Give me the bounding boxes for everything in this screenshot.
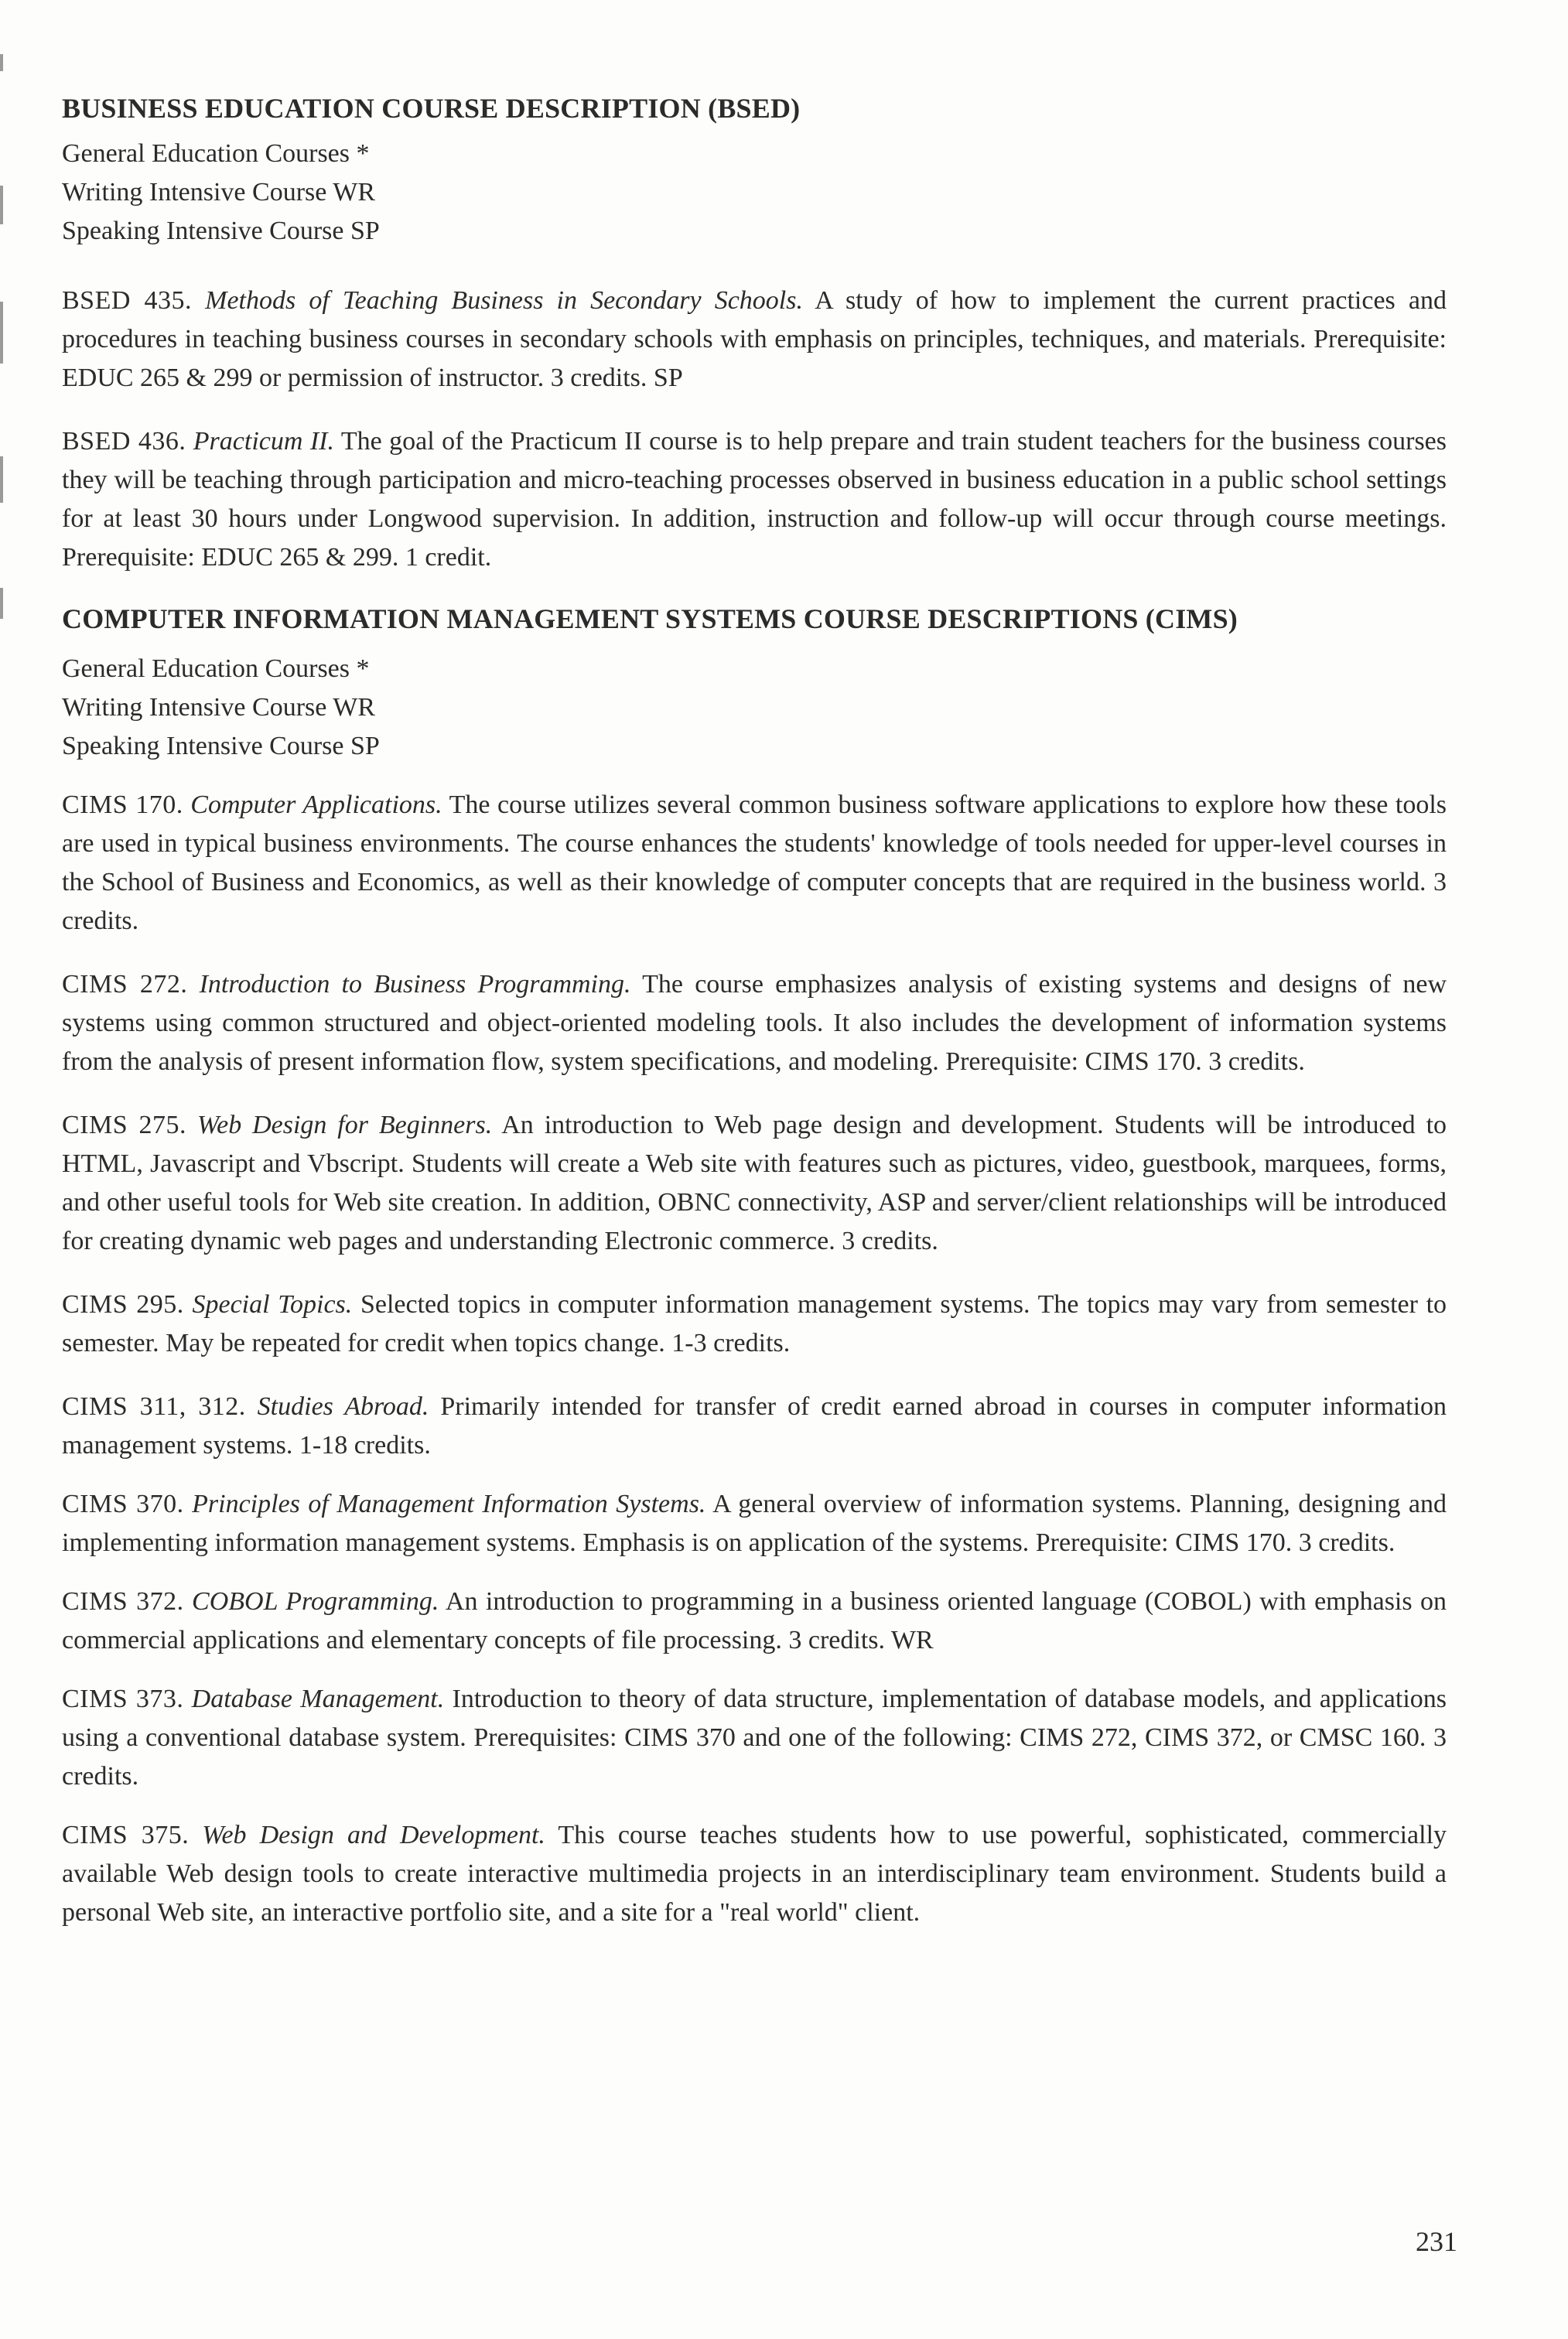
course-entry-cims-311-312 — [62, 1388, 1447, 1465]
course-description: A study of how to implement the current practices and procedures in teaching business courses in secondary schools with emphasis on principles, techniques, and materials. Prerequisite: EDUC 265 & 299 or permission of instructor. 3 credits. SP — [62, 286, 1447, 392]
course-title: Computer Applications. — [190, 790, 442, 819]
course-description: The course utilizes several common business software applications to explore how these tools are used in typical business environments. The course enhances the students' knowledge of tools needed for upper-level courses in the School of Business and Economics, as well as their knowledge of computer concepts that are required in the business world. 3 credits. — [62, 790, 1447, 935]
scan-edge-mark — [0, 186, 3, 224]
page-number: 231 — [1416, 2226, 1457, 2257]
course-entry-cims-370 — [62, 1485, 1447, 1562]
course-title: Introduction to Business Programming. — [199, 970, 631, 999]
course-title: Web Design and Development. — [202, 1821, 545, 1849]
course-title: Methods of Teaching Business in Secondary Schools. — [205, 286, 803, 315]
course-code: BSED 435. — [62, 286, 193, 315]
course-code: CIMS 275. — [62, 1111, 187, 1139]
course-description: The goal of the Practicum II course is to help prepare and train student teachers for the business courses they will be teaching through participation and micro-teaching processes observed in business education in a public school settings for at least 30 hours under Longwood supervision. In addition, instruction and follow-up will occur through course meetings. Prerequisite: EDUC 265 & 299. 1 credit. — [62, 427, 1447, 572]
section-heading-bsed: BUSINESS EDUCATION COURSE DESCRIPTION (BSED) — [62, 93, 801, 124]
scan-edge-mark — [0, 456, 3, 503]
course-title: Web Design for Beginners. — [196, 1111, 493, 1139]
course-title: Principles of Management Information Systems. — [192, 1490, 706, 1518]
course-code: CIMS 370. — [62, 1490, 184, 1518]
scan-edge-mark — [0, 54, 3, 71]
legend-general-education: General Education Courses * — [62, 139, 370, 168]
course-description: The course emphasizes analysis of existing systems and designs of new systems using common structured and object-oriented modeling tools. It also includes the development of information systems from the analysis of present information flow, system specifications, and modeling. Prerequisite: CIMS 170. 3 credits. — [62, 970, 1447, 1076]
course-title: Practicum II. — [193, 427, 334, 456]
legend-writing-intensive: Writing Intensive Course WR — [62, 693, 375, 722]
course-description: An introduction to programming in a business oriented language (COBOL) with emphasis on commercial applications and elementary concepts of file processing. 3 credits. WR — [62, 1587, 1447, 1654]
course-code: CIMS 295. — [62, 1290, 184, 1319]
course-code: CIMS 272. — [62, 970, 188, 999]
legend-bsed — [62, 135, 1447, 251]
legend-cims — [62, 650, 1447, 766]
course-description: Selected topics in computer information management systems. The topics may vary from semester to semester. May be repeated for credit when topics change. 1-3 credits. — [62, 1290, 1447, 1357]
legend-speaking-intensive: Speaking Intensive Course SP — [62, 732, 380, 760]
course-entry-cims-375 — [62, 1816, 1447, 1932]
course-entry-bsed-435 — [62, 282, 1447, 398]
legend-speaking-intensive: Speaking Intensive Course SP — [62, 217, 380, 245]
course-title: COBOL Programming. — [192, 1587, 439, 1616]
course-description: Primarily intended for transfer of credit earned abroad in courses in computer information management systems. 1-18 credits. — [62, 1392, 1447, 1460]
course-description: Introduction to theory of data structure, implementation of database models, and applications using a conventional database system. Prerequisites: CIMS 370 and one of the following: CIMS 272, CIMS 372, or CMSC 160. 3 credits. — [62, 1685, 1447, 1791]
course-description: A general overview of information systems. Planning, designing and implementing information management systems. Emphasis is on application of the systems. Prerequisite: CIMS 170. 3 credits. — [62, 1490, 1447, 1557]
course-description: This course teaches students how to use powerful, sophisticated, commercially available Web design tools to create interactive multimedia projects in an interdisciplinary team environment. Students build a personal Web site, an interactive portfolio site, and a site for a "real world" client. — [62, 1821, 1447, 1927]
course-entry-cims-373 — [62, 1680, 1447, 1796]
scan-edge-mark — [0, 302, 3, 364]
course-code: BSED 436. — [62, 427, 186, 456]
course-entry-bsed-436 — [62, 422, 1447, 577]
course-entry-cims-372 — [62, 1583, 1447, 1660]
course-code: CIMS 373. — [62, 1685, 184, 1713]
course-code: CIMS 372. — [62, 1587, 184, 1616]
course-entry-cims-272 — [62, 965, 1447, 1081]
course-code: CIMS 170. — [62, 790, 183, 819]
course-title: Special Topics. — [192, 1290, 353, 1319]
course-entry-cims-295 — [62, 1286, 1447, 1363]
course-entry-cims-275 — [62, 1106, 1447, 1261]
course-title: Studies Abroad. — [257, 1392, 429, 1421]
scan-edge-mark — [0, 588, 3, 619]
legend-writing-intensive: Writing Intensive Course WR — [62, 178, 375, 207]
course-entry-cims-170 — [62, 786, 1447, 941]
page-content — [62, 82, 1447, 1932]
course-code: CIMS 311, 312. — [62, 1392, 246, 1421]
course-description: An introduction to Web page design and development. Students will be introduced to HTML, Javascript and Vbscript. Students will create a Web site with features such as pictures, video, guestbook, marquees, forms, and other useful tools for Web site creation. In addition, OBNC connectivity, ASP and server/client relationships will be introduced for creating dynamic web pages and understanding Electronic commerce. 3 credits. — [62, 1111, 1447, 1255]
section-heading-cims: COMPUTER INFORMATION MANAGEMENT SYSTEMS COURSE DESCRIPTIONS (CIMS) — [62, 603, 1238, 634]
course-title: Database Management. — [191, 1685, 445, 1713]
legend-general-education: General Education Courses * — [62, 654, 370, 683]
course-code: CIMS 375. — [62, 1821, 190, 1849]
